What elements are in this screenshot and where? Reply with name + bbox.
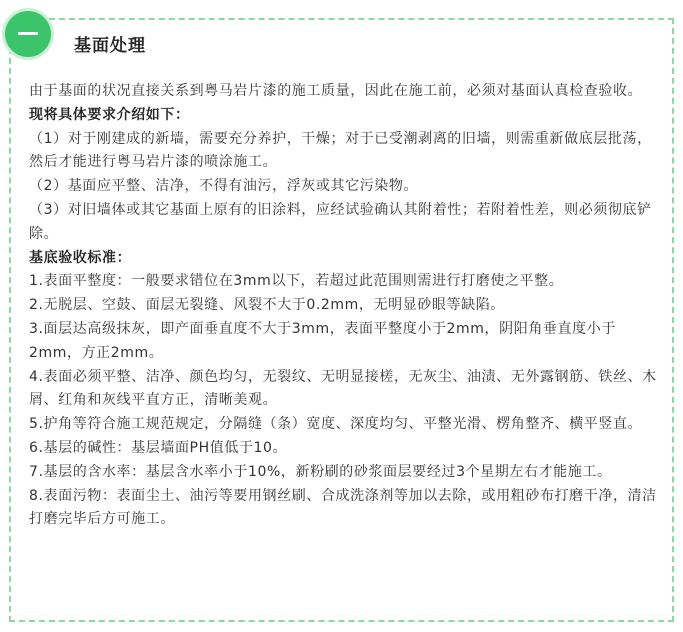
body-paragraph: （1）对于刚建成的新墙，需要充分养护，干燥；对于已受潮剥离的旧墙，则需重新做底层批荡，然后才能进行粤马岩片漆的喷涂施工。 xyxy=(29,130,652,171)
body-paragraph: 5.护角等符合施工规范规定，分隔缝（条）宽度、深度均匀、平整光滑、楞角整齐、横平竖直。 xyxy=(29,416,643,433)
section-number-symbol xyxy=(18,32,38,35)
section-body xyxy=(29,80,665,532)
body-paragraph: 7.基层的含水率：基层含水率小于10%，新粉刷的砂浆面层要经过3个星期左右才能施工。 xyxy=(29,463,612,480)
body-paragraph: 1.表面平整度：一般要求错位在3mm以下，若超过此范围则需进行打磨使之平整。 xyxy=(29,273,564,290)
body-paragraph: 3.面层达高级抹灰，即产面垂直度不大于3mm，表面平整度小于2mm，阴阳角垂直度小于2mm，方正2mm。 xyxy=(29,320,616,361)
body-paragraph: 6.基层的碱性：基层墙面PH值低于10。 xyxy=(29,439,288,456)
body-paragraph: （2）基面应平整、洁净，不得有油污，浮灰或其它污染物。 xyxy=(29,178,419,195)
body-paragraph: 8.表面污物：表面尘土、油污等要用钢丝刷、合成洗涤剂等加以去除，或用粗砂布打磨干净，清洁打磨完毕后方可施工。 xyxy=(29,487,657,528)
body-paragraph: 4.表面必须平整、洁净、颜色均匀，无裂纹、无明显接槎，无灰尘、油渍、无外露钢筋、铁丝、木屑、红角和灰线平直方正，清晰美观。 xyxy=(29,368,657,409)
body-paragraph: 由于基面的状况直接关系到粤马岩片漆的施工质量，因此在施工前，必须对基面认真检查验收。 xyxy=(29,83,643,99)
subheading: 基底验收标准： xyxy=(29,249,132,266)
section-number-badge xyxy=(5,11,51,57)
section-title: 基面处理 xyxy=(74,36,146,56)
body-paragraph: 2.无脱层、空鼓、面层无裂缝、风裂不大于0.2mm，无明显砂眼等缺陷。 xyxy=(29,297,505,314)
subheading: 现将具体要求介绍如下： xyxy=(29,106,190,123)
body-paragraph: （3）对旧墙体或其它基面上原有的旧涂料，应经试验确认其附着性；若附着性差，则必须彻底铲除。 xyxy=(29,201,652,242)
